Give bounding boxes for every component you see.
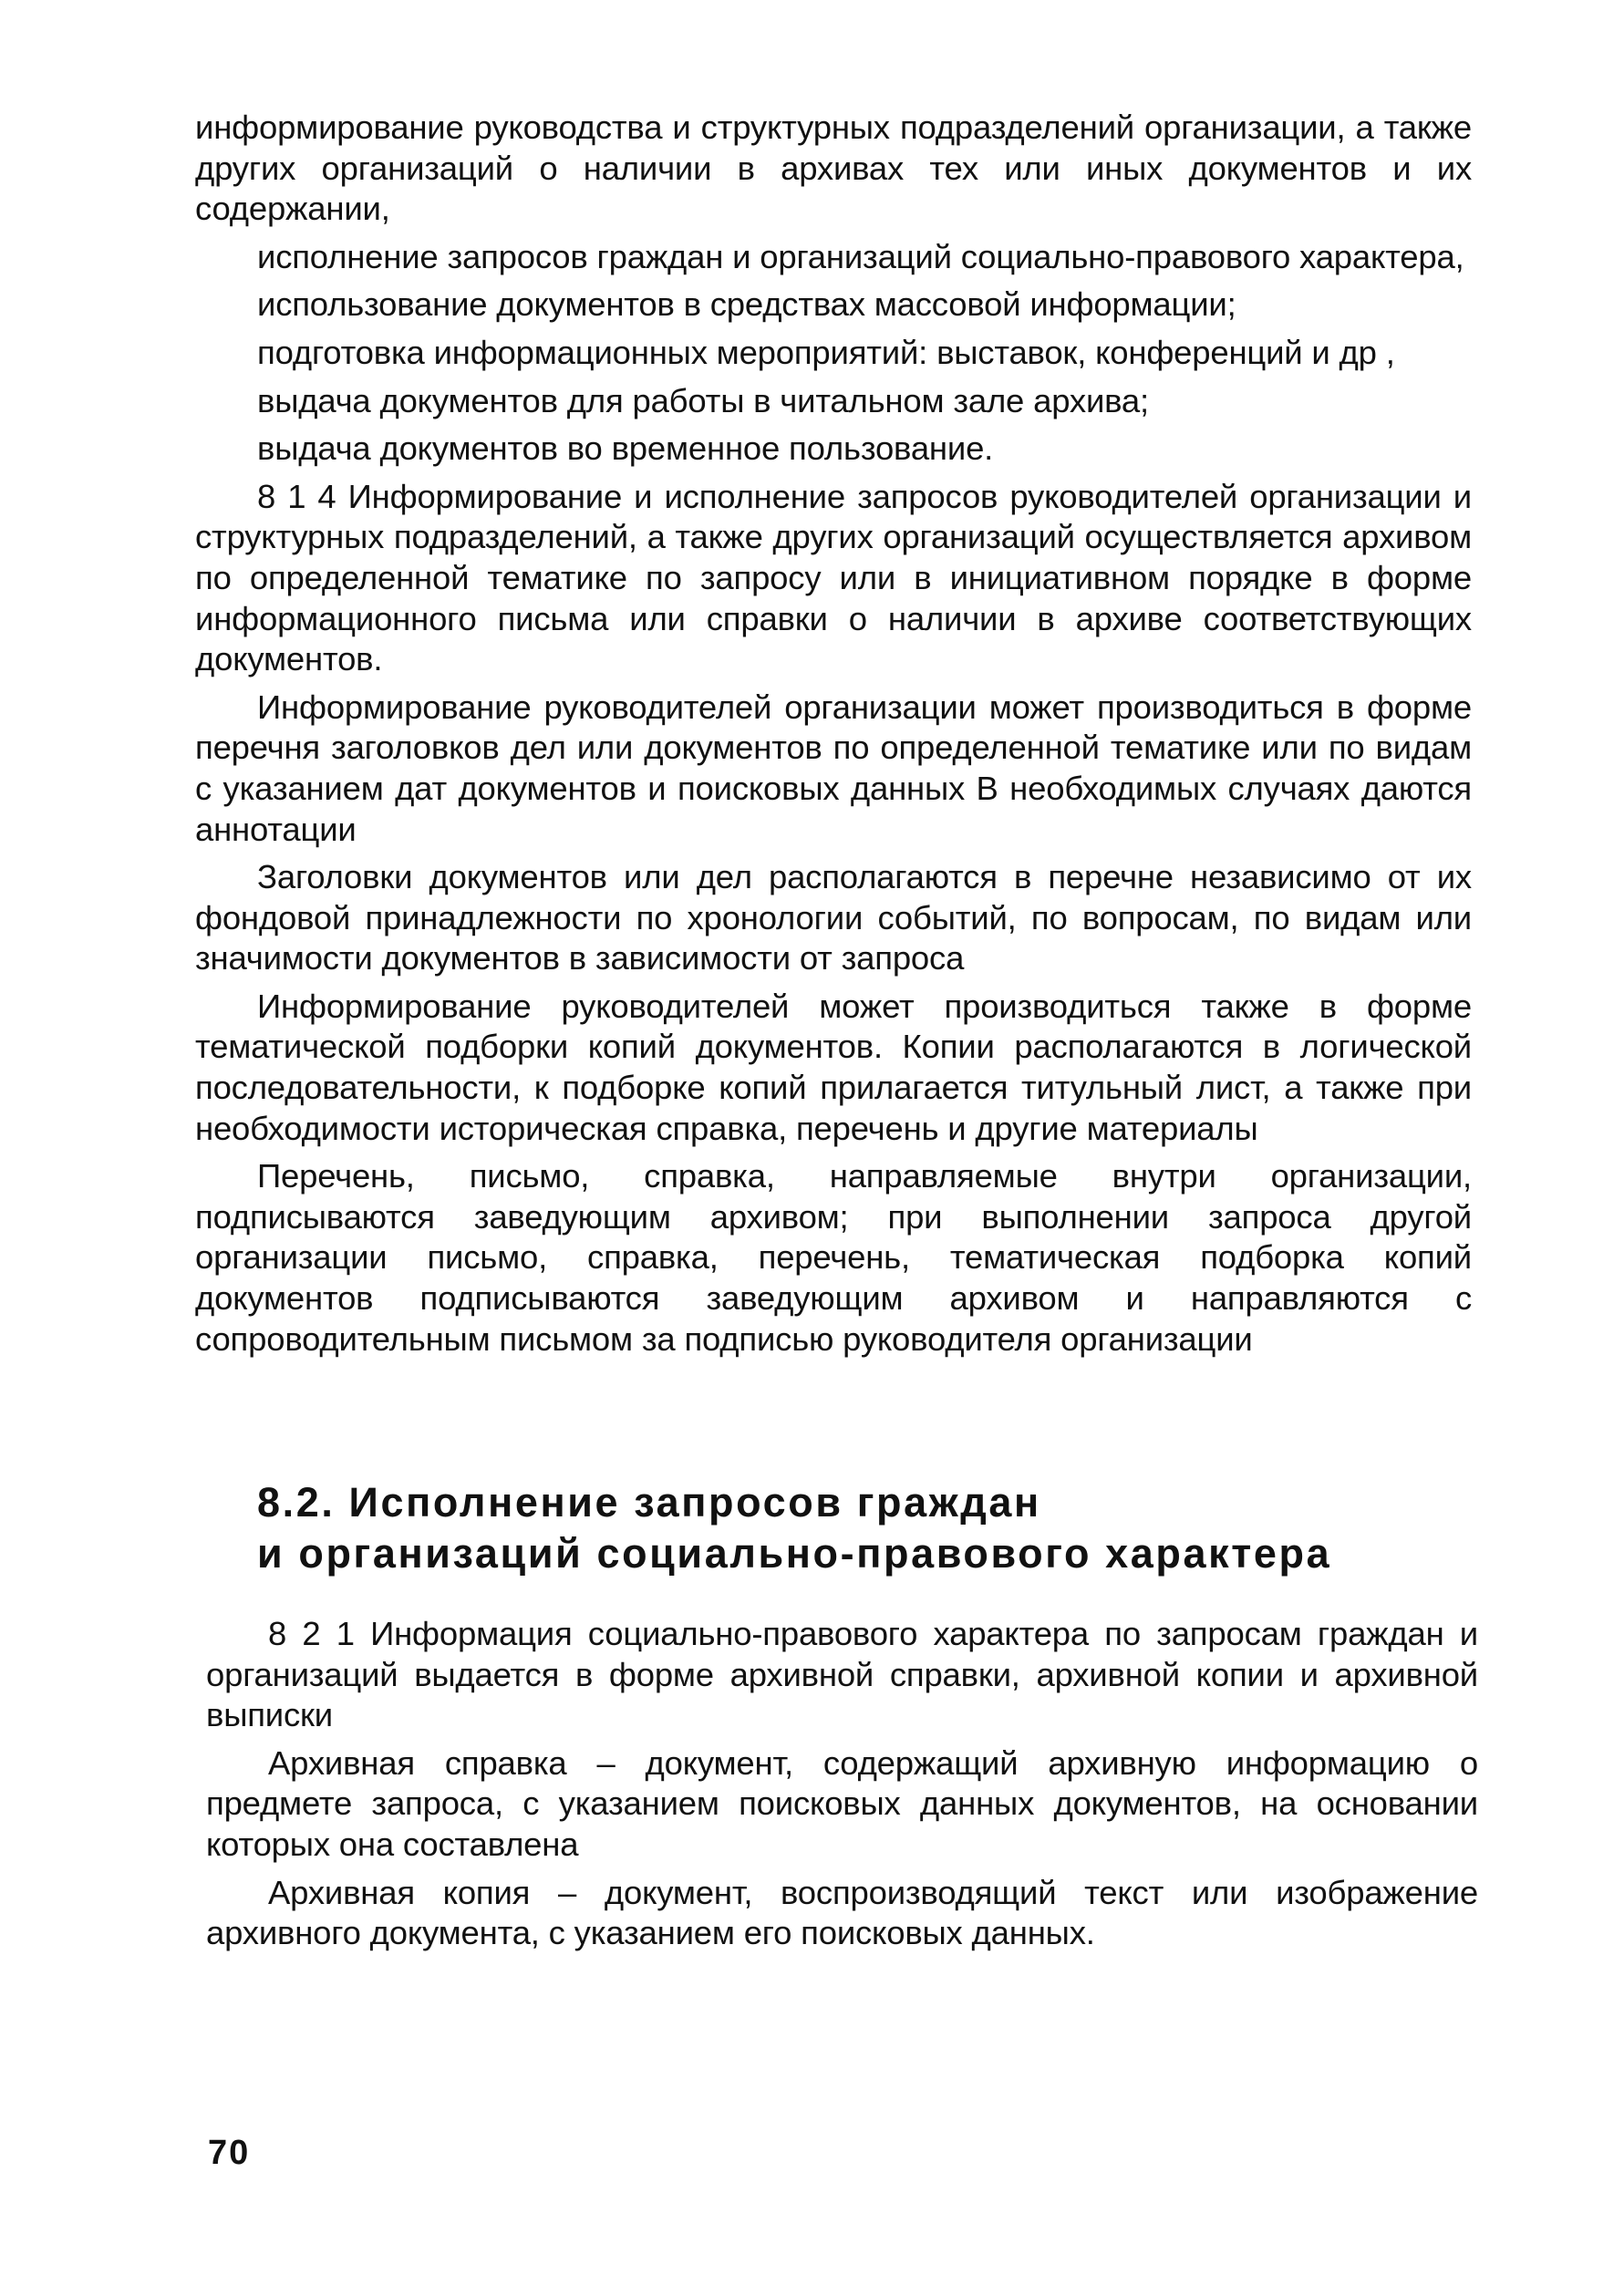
body-text-bottom <box>206 1614 1478 1961</box>
paragraph-info-events: подготовка информационных мероприятий: выставок, конференций и др , <box>257 333 1395 371</box>
paragraph-titles-arrangement: Заголовки документов или дел располагаются в перечне независимо от их фондовой принадлежности по хронологии событий, по вопросам, по видам или значимости документов в зависимости от запроса <box>195 858 1472 977</box>
paragraph-reading-room: выдача документов для работы в читальном зале архива; <box>257 381 1149 419</box>
paragraph-media-usage: использование документов в средствах массовой информации; <box>257 285 1236 324</box>
paragraph-8-1-4: 8 1 4 Информирование и исполнение запросов руководителей организации и структурных подразделений, а также других организаций осуществляется архивом по определенной тематике по запросу или в инициативном порядке в форме информационного письма или справки о наличии в архиве соответствующих документов. <box>195 477 1472 678</box>
paragraph-archival-copy: Архивная копия – документ, воспроизводящий текст или изображение архивного документа, с указанием его поисковых данных. <box>206 1873 1478 1952</box>
section-heading-line-2: и организаций социально-правового характера <box>257 1530 1332 1577</box>
paragraph-informing-management: информирование руководства и структурных подразделений организации, а также других организаций о наличии в архивах тех или иных документов и их содержании, <box>195 109 1472 228</box>
page-number: 70 <box>208 2134 251 2172</box>
section-heading-8-2 <box>257 1477 1470 1579</box>
paragraph-8-2-1: 8 2 1 Информация социально-правового характера по запросам граждан и организаций выдается в форме архивной справки, архивной копии и архивной выписки <box>206 1615 1478 1734</box>
body-text-top <box>195 108 1472 1367</box>
section-heading-line-1: 8.2. Исполнение запросов граждан <box>257 1479 1041 1526</box>
paragraph-archival-certificate: Архивная справка – документ, содержащий архивную информацию о предмете запроса, с указанием поисковых данных документов, на основании которых она составлена <box>206 1743 1478 1863</box>
paragraph-requests-execution: исполнение запросов граждан и организаций социально-правового характера, <box>257 237 1464 275</box>
paragraph-signing: Перечень, письмо, справка, направляемые внутри организации, подписываются заведующим архивом; при выполнении запроса другой организации письмо, справка, перечень, тематическая подборка копий документов подписываются заведующим архивом и направляются с сопроводительным письмом за подписью руководителя организации <box>195 1157 1472 1358</box>
paragraph-informing-list: Информирование руководителей организации может производиться в форме перечня заголовков дел или документов по определенной тематике или по видам с указанием дат документов и поисковых данных В необходимых случаях даются аннотации <box>195 688 1472 848</box>
paragraph-temporary-use: выдача документов во временное пользование. <box>257 429 994 468</box>
paragraph-thematic-selection: Информирование руководителей может производиться также в форме тематической подборки копий документов. Копии располагаются в логической последовательности, к подборке копий прилагается титульный лист, а также при необходимости историческая справка, перечень и другие материалы <box>195 987 1472 1147</box>
